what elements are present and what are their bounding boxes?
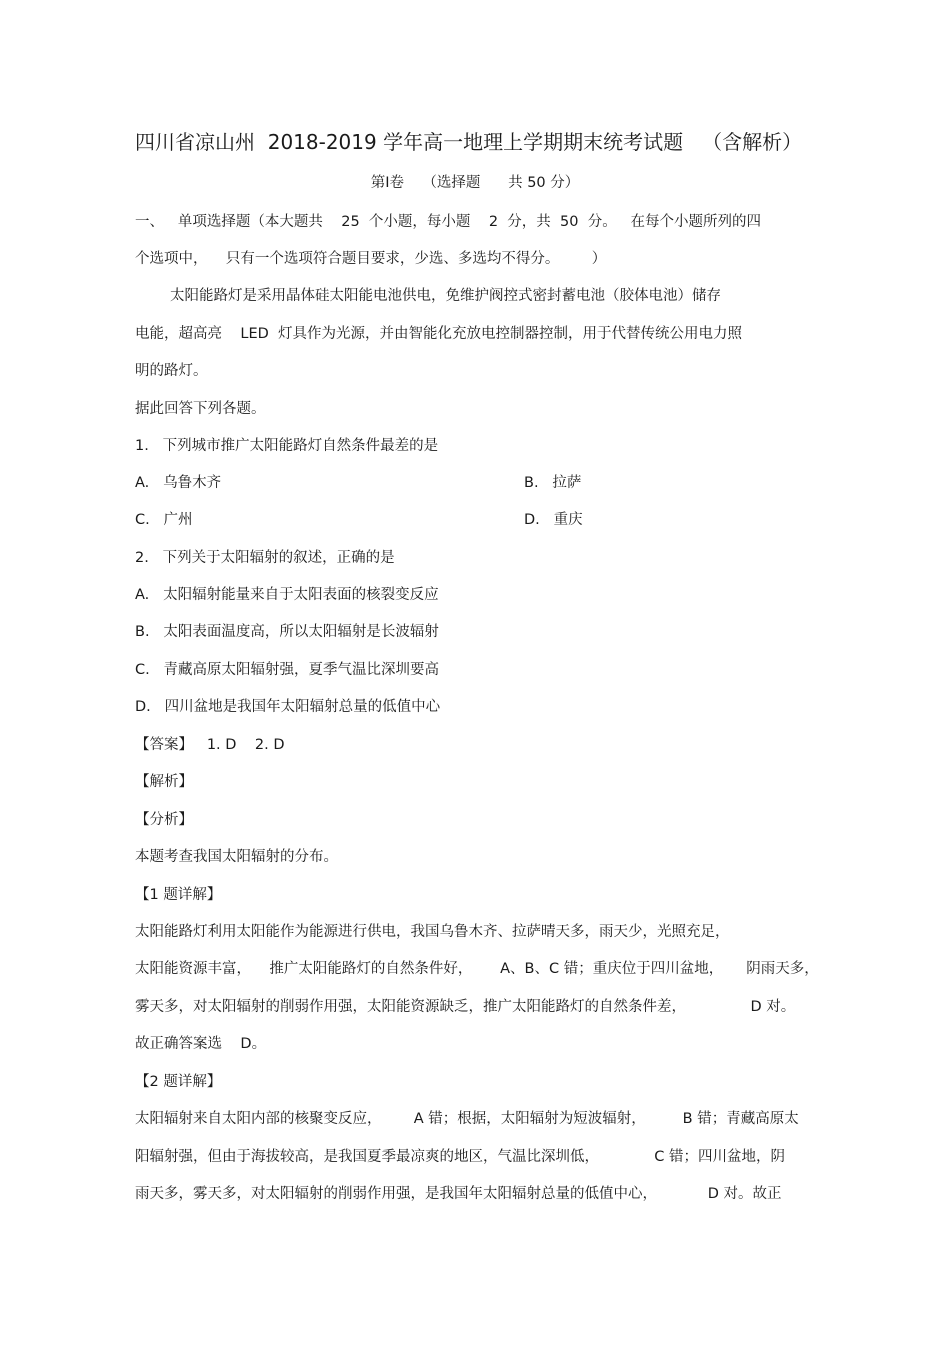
- analysis-heading: 【解析】: [135, 774, 193, 790]
- prompt-text: 据此回答下列各题。: [135, 401, 266, 417]
- answer-line: 【答案】 1. D 2. D: [135, 737, 285, 753]
- detail-1-line: 雾天多，对太阳辐射的削弱作用强，太阳能资源缺乏，推广太阳能路灯的自然条件差， D 对。: [135, 999, 796, 1015]
- section-subtitle: 第Ⅰ卷 （选择题 共 50 分）: [370, 175, 580, 191]
- question-1-option-a: A. 乌鲁木齐: [135, 475, 222, 491]
- passage-line: 电能，超高亮 LED 灯具作为光源，并由智能化充放电控制器控制，用于代替传统公用电力照: [135, 326, 743, 342]
- detail-1-line: 故正确答案选 D。: [135, 1036, 267, 1052]
- question-1-stem: 1. 下列城市推广太阳能路灯自然条件最差的是: [135, 438, 439, 454]
- fenxi-heading: 【分析】: [135, 812, 193, 828]
- question-1-option-b: B. 拉萨: [524, 475, 582, 491]
- instruction-line: 个选项中， 只有一个选项符合题目要求，少选、多选均不得分。 ）: [135, 251, 607, 267]
- question-2-stem: 2. 下列关于太阳辐射的叙述，正确的是: [135, 550, 395, 566]
- detail-1-line: 太阳能资源丰富， 推广太阳能路灯的自然条件好， A、B、C 错；重庆位于四川盆地， 阴雨天多，: [135, 961, 819, 977]
- detail-2-heading: 【2 题详解】: [135, 1074, 222, 1090]
- question-2-option-a: A. 太阳辐射能量来自于太阳表面的核裂变反应: [135, 587, 439, 603]
- question-2-option-d: D. 四川盆地是我国年太阳辐射总量的低值中心: [135, 699, 441, 715]
- detail-2-line: 太阳辐射来自太阳内部的核聚变反应， A 错；根据，太阳辐射为短波辐射， B 错；青藏高原太: [135, 1111, 799, 1127]
- question-1-option-d: D. 重庆: [524, 512, 583, 528]
- passage-line: 太阳能路灯是采用晶体硅太阳能电池供电，免维护阀控式密封蓄电池（胶体电池）储存: [170, 288, 721, 304]
- detail-2-line: 阳辐射强，但由于海拔较高，是我国夏季最凉爽的地区，气温比深圳低， C 错；四川盆地，阴: [135, 1149, 786, 1165]
- question-2-option-b: B. 太阳表面温度高，所以太阳辐射是长波辐射: [135, 624, 439, 640]
- document-title: 四川省凉山州 2018-2019 学年高一地理上学期期末统考试题 （含解析）: [135, 130, 803, 154]
- passage-line: 明的路灯。: [135, 363, 208, 379]
- detail-1-line: 太阳能路灯利用太阳能作为能源进行供电，我国乌鲁木齐、拉萨晴天多，雨天少，光照充足，: [135, 924, 730, 940]
- fenxi-text: 本题考查我国太阳辐射的分布。: [135, 849, 338, 865]
- detail-2-line: 雨天多，雾天多，对太阳辐射的削弱作用强，是我国年太阳辐射总量的低值中心， D 对。故正: [135, 1186, 782, 1202]
- question-2-option-c: C. 青藏高原太阳辐射强，夏季气温比深圳要高: [135, 662, 440, 678]
- instruction-line: 一、 单项选择题（本大题共 25 个小题，每小题 2 分，共 50 分。 在每个小题所列的四: [135, 214, 762, 230]
- question-1-option-c: C. 广州: [135, 512, 193, 528]
- detail-1-heading: 【1 题详解】: [135, 887, 222, 903]
